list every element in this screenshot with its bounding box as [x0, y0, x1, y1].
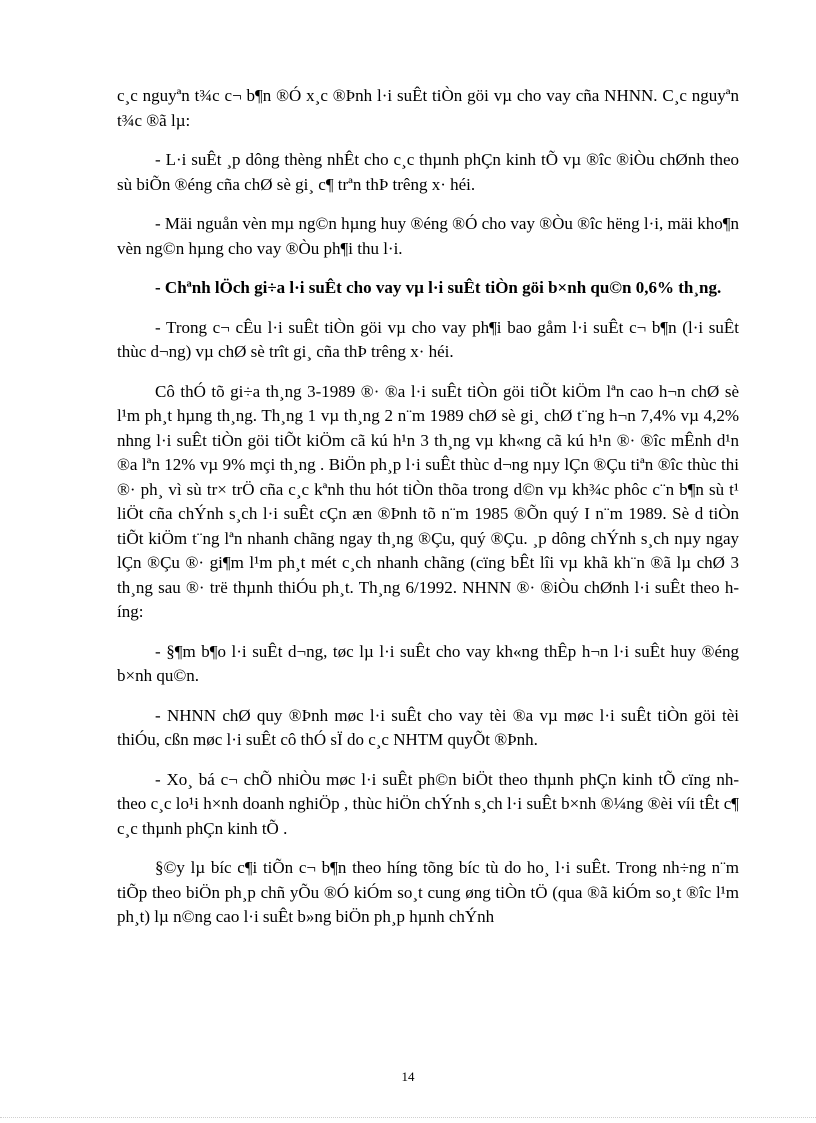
paragraph-rule-1: - L·i suÊt ¸p dông thèng nhÊt cho c¸c thµnh phÇn kinh tÕ vµ ®îc ®iÒu chØnh theo sù biÕn ®éng cña chØ sè gi¸ c¶ trªn thÞ trêng x· héi.	[117, 150, 739, 194]
paragraph-rule-4: - Trong c¬ cÊu l·i suÊt tiÒn göi vµ cho vay ph¶i bao gåm l·i suÊt c¬ b¶n (l·i suÊt thùc d¬ng) vµ chØ sè trît gi¸ cña thÞ trêng x· héi.	[117, 317, 739, 361]
paragraph-history: Cô thÓ tõ gi÷a th¸ng 3-1989 ®· ®a l·i suÊt tiÒn göi tiÕt kiÖm lªn cao h¬n chØ sè l¹m ph¸t hµng th¸ng. Th¸ng 1 vµ th¸ng 2 n¨m 1989 chØ sè gi¸ chØ t¨ng h¬n 7,4% vµ 4,2% nhng l·i suÊt tiÒn göi tiÕt kiÖm cã kú h¹n 3 th¸ng vµ kh«ng cã kú h¹n ®· ®îc mÊnh d¹n ®a lªn 12% vµ 9% mçi th¸ng . BiÖn ph¸p l·i suÊt thùc d¬ng nµy lÇn ®Çu tiªn ®îc thùc thi ®· ph¸ vì sù tr× trÖ cña c¸c kªnh thu hót tiÒn thõa trong d©n vµ kh¾c phôc c¨n b¶n sù t¹ liÖt cña chÝnh s¸ch l·i suÊt cÇn æn ®Þnh tõ n¨m 1985 ®Õn quý I n¨m 1989. Sè d tiÒn tiÕt kiÖm t¨ng lªn nhanh chãng ngay th¸ng ®Çu, quý ®Çu. ¸p dông chÝnh s¸ch nµy ngay lÇn ®Çu ®· gi¶m l¹m ph¸t mét c¸ch nhanh chãng (cïng bÊt lîi vµ khã kh¨n ®ã lµ chØ 3 th¸ng sau ®· trë thµnh thiÓu ph¸t. Th¸ng 6/1992. NHNN ®· ®iÒu chØnh l·i suÊt theo híng:	[117, 381, 739, 621]
paragraph-direction-1: - §¶m b¶o l·i suÊt d¬ng, tøc lµ l·i suÊt cho vay kh«ng thÊp h¬n l·i suÊt huy ®éng b×nh qu©n.	[117, 641, 739, 685]
page-number: 14	[401, 1069, 415, 1084]
paragraph-rule-2: - Mäi nguån vèn mµ ng©n hµng huy ®éng ®Ó cho vay ®Òu ®îc hëng l·i, mäi kho¶n vèn ng©n hµng cho vay ®Òu ph¶i thu l·i.	[117, 214, 739, 258]
paragraph-conclusion: §©y lµ bíc c¶i tiÕn c¬ b¶n theo híng tõng bíc tù do ho¸ l·i suÊt. Trong nh÷ng n¨m tiÕp theo biÖn ph¸p chñ yÕu ®Ó kiÓm so¸t cung øng tiÒn tÖ (qua ®ã kiÓm so¸t ®îc l¹m ph¸t) lµ n©ng cao l·i suÊt b»ng biÖn ph¸p hµnh chÝnh	[117, 858, 739, 926]
paragraph-rule-3: - Chªnh lÖch gi÷a l·i suÊt cho vay vµ l·i suÊt tiÒn göi b×nh qu©n 0,6% th¸ng.	[155, 278, 722, 297]
page-bottom-divider	[0, 1117, 816, 1118]
body-text	[117, 84, 739, 930]
paragraph-direction-2: - NHNN chØ quy ®Þnh møc l·i suÊt cho vay tèi ®a vµ møc l·i suÊt tiÒn göi tèi thiÓu, cßn møc l·i suÊt cô thÓ sÏ do c¸c NHTM quyÕt ®Þnh.	[117, 705, 739, 749]
paragraph-continuation: c¸c nguyªn t¾c c¬ b¶n ®Ó x¸c ®Þnh l·i suÊt tiÒn göi vµ cho vay cña NHNN. C¸c nguyªn t¾c ®ã lµ:	[117, 86, 739, 130]
paragraph-direction-3: - Xo¸ bá c¬ chÕ nhiÒu møc l·i suÊt ph©n biÖt theo thµnh phÇn kinh tÕ cïng nh theo c¸c lo¹i h×nh doanh nghiÖp , thùc hiÖn chÝnh s¸ch l·i suÊt b×nh ®¼ng ®èi víi tÊt c¶ c¸c thµnh phÇn kinh tÕ .	[117, 769, 739, 838]
